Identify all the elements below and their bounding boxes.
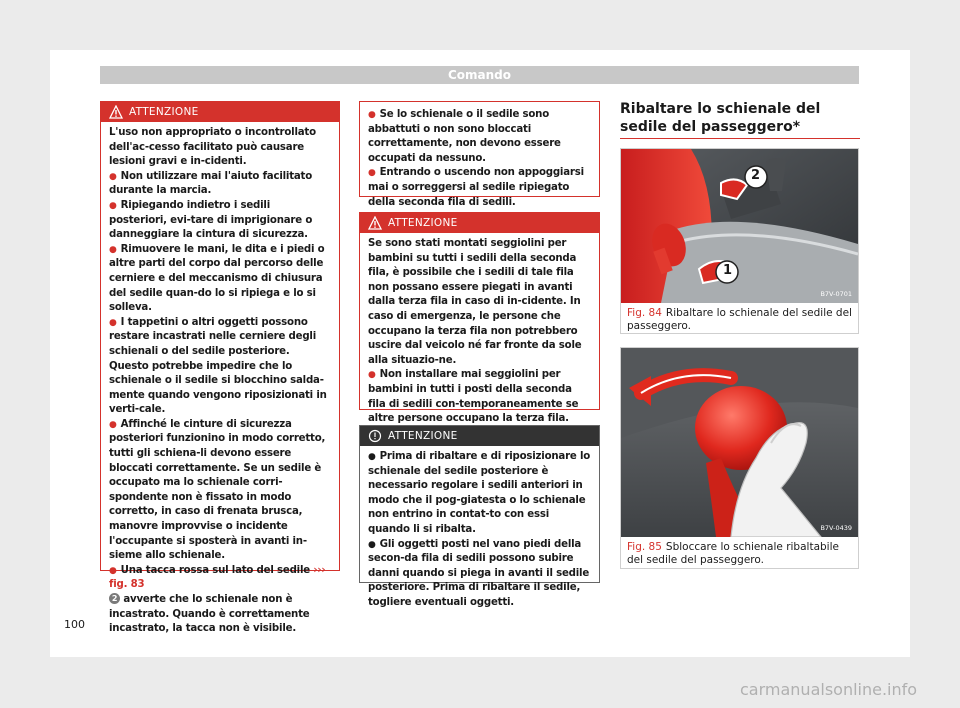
figure-85 (620, 347, 859, 569)
bullet-dot-icon: ● (368, 110, 376, 120)
warning-heading (360, 213, 599, 233)
warning-bullet: ● Non installare mai seggiolini per bambini in tutti i posti della seconda fila di sedili con-temporaneamente se altre persone occupano la terza fila. (368, 369, 579, 425)
figure-code: B7V-0439 (820, 524, 852, 532)
bullet-dot-icon: ● (109, 419, 117, 430)
bullet-dot-icon: ● (368, 370, 376, 381)
warning-intro: Se sono stati montati seggiolini per bambini su tutti i sedili della seconda fila, è possibile che i sedili di tale fila non possano essere piegati in avanti dalla terza fila in caso di in-cidente. In caso di emergenza, le persone che occupano la terza fila non potrebbero uscire dal veicolo né far fronte da sole alla situazio-ne. (368, 238, 582, 366)
bullet-dot-icon: ● (109, 565, 117, 576)
figure-caption: Fig. 85 Sbloccare lo schienale ribaltabile del sedile del passeggero. (627, 541, 839, 566)
warning-triangle-icon (109, 105, 123, 119)
figure-code: B7V-0701 (820, 290, 852, 298)
bullet-dot-icon: ● (109, 317, 117, 328)
notice-bullet: ● Gli oggetti posti nel vano piedi della secon-da fila di sedili possono subire danni quando si piega in avanti il sedile posteriore. Prima di ribaltare il sedile, togliere eventuali oggetti. (368, 538, 590, 608)
warning-bullet: ● Affinché le cinture di sicurezza posteriori funzionino in modo corretto, tutti gli schiena-li devono essere bloccati correttamente. Se un sedile è occupato ma lo schienale corri-spondente non è fissato in modo corretto, in caso di frenata brusca, manovre improvvise o incidente l'occupante si sposterà in avanti in-sieme allo schienale. (109, 418, 326, 562)
bullet-dot-icon: ● (109, 200, 117, 211)
warning-box-continued (359, 101, 600, 208)
warning-body (101, 122, 339, 643)
figure-reference-link[interactable]: ››› fig. 83 (109, 564, 326, 591)
notice-bullet: ● Prima di ribaltare e di riposizionare lo schienale del sedile posteriore è necessario regolare i sedili anteriori in modo che il pog-giatesta o lo schienale non entrino in contat-to con essi quando li si ribalta. (368, 451, 591, 535)
callout-label-1: 1 (723, 263, 733, 278)
warning-heading-text: ATTENZIONE (129, 106, 199, 118)
warning-bullet: ● I tappetini o altri oggetti possono restare incastrati nelle cerniere degli schienali o del sedile posteriore. Questo potrebbe impedire che lo schienale o il sedile si blocchino salda-mente quando vengono riposizionati in verti-cale. (109, 316, 327, 416)
warning-bullet: ● Ripiegando indietro i sedili posteriori, evi-tare di imprigionare o danneggiare la cintura di sicurezza. (109, 199, 313, 241)
notice-body (360, 446, 599, 617)
warning-triangle-icon (368, 216, 382, 230)
warning-intro: L'uso non appropriato o incontrollato dell'ac-cesso facilitato può causare lesioni gravi e in-cidenti. (109, 127, 316, 168)
warning-bullet: ● Entrando o uscendo non appoggiarsi mai o sorreggersi al sedile ripiegato della seconda fila di sedili. (368, 167, 584, 208)
bullet-dot-icon: ● (368, 168, 376, 179)
page-number: 100 (64, 618, 85, 631)
section-title: Ribaltare lo schienale del sedile del passeggero* (620, 101, 821, 135)
warning-box-middle (359, 212, 600, 425)
notice-heading (360, 426, 599, 446)
warning-box-left (100, 101, 340, 635)
warning-heading-text: ATTENZIONE (388, 217, 458, 229)
figure-84 (620, 148, 859, 334)
warning-body (360, 102, 599, 216)
warning-bullet: ● Non utilizzare mai l'aiuto facilitato durante la marcia. (109, 170, 313, 197)
warning-bullet: ● Una tacca rossa sul lato del sedile ››› fig. 83 2 avverte che lo schienale non è incastrato. Quando è correttamente incastrato, la tacca non è visibile. (109, 564, 326, 635)
watermark-text: carmanualsonline.info (740, 680, 918, 699)
info-circle-icon (368, 429, 382, 443)
bullet-dot-icon: ● (109, 171, 117, 182)
warning-body (360, 233, 599, 433)
bullet-dot-icon: ● (368, 452, 376, 462)
notice-box-middle (359, 425, 600, 608)
figure-caption: Fig. 84 Ribaltare lo schienale del sedile del passeggero. (627, 307, 852, 332)
notice-heading-text: ATTENZIONE (388, 430, 458, 442)
header-bar: Comando (100, 66, 859, 84)
bullet-dot-icon: ● (368, 539, 376, 550)
seat-unlock-photo (621, 348, 858, 537)
figure-label: Fig. 84 (627, 307, 662, 319)
figure-label: Fig. 85 (627, 541, 662, 553)
warning-heading (101, 102, 339, 122)
seat-folding-photo (621, 149, 858, 303)
warning-bullet: ● Rimuovere le mani, le dita e i piedi o altre parti del corpo dal percorso delle cerniere e del meccanismo di chiusura del sedile quan-do lo si ripiega e lo si solleva. (109, 243, 325, 314)
callout-label-2: 2 (751, 168, 761, 183)
warning-bullet: ● Se lo schienale o il sedile sono abbattuti o non sono bloccati correttamente, non devono essere occupati da nessuno. (368, 109, 561, 164)
callout-number-badge: 2 (109, 593, 120, 604)
title-divider (620, 138, 860, 139)
bullet-dot-icon: ● (109, 244, 117, 255)
